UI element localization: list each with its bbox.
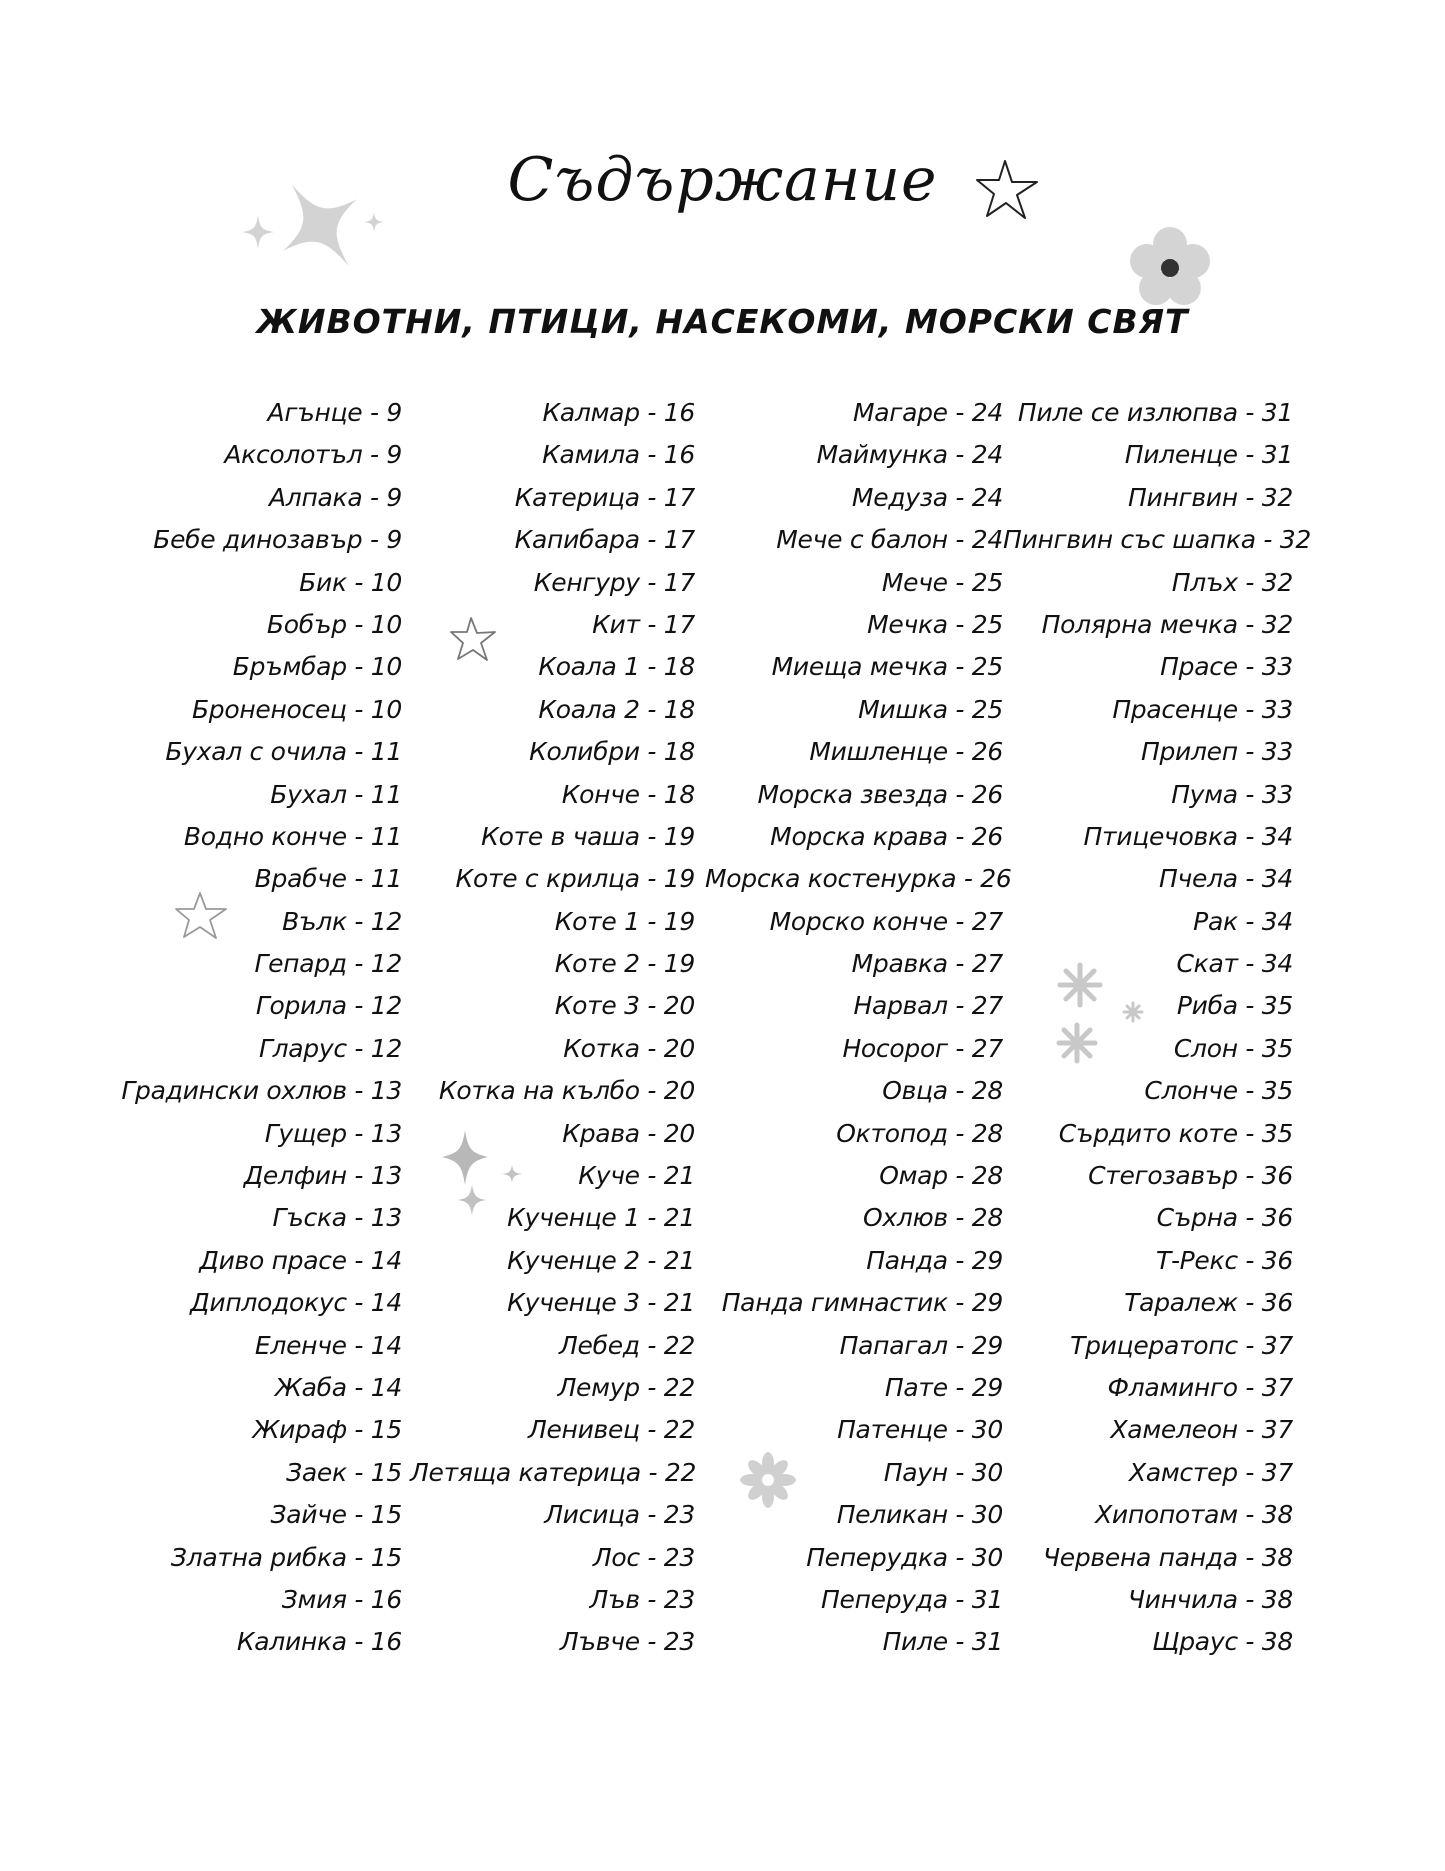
toc-entry: Слон - 35: [1173, 1033, 1293, 1063]
toc-entry: Бобър - 10: [266, 609, 402, 639]
toc-entry: Пиле - 31: [882, 1627, 1003, 1657]
toc-entry: Лисица - 23: [544, 1500, 695, 1530]
toc-entry: Диплодокус - 14: [190, 1288, 402, 1318]
toc-entry: Градински охлюв - 13: [121, 1076, 402, 1106]
toc-entry: Кенгуру - 17: [533, 567, 695, 597]
toc-entry: Паун - 30: [883, 1457, 1003, 1487]
toc-entry: Пеперуда - 31: [820, 1584, 1003, 1614]
toc-entry: Мечка - 25: [867, 609, 1003, 639]
toc-entry: Мече - 25: [881, 567, 1003, 597]
toc-entry: Лебед - 22: [559, 1330, 695, 1360]
toc-entry: Стегозавър - 36: [1088, 1161, 1293, 1191]
toc-entry: Кученце 2 - 21: [507, 1245, 695, 1275]
toc-entry: Червена панда - 38: [1042, 1542, 1293, 1572]
toc-entry: Мишленце - 26: [809, 737, 1003, 767]
toc-entry: Панда гимнастик - 29: [721, 1288, 1003, 1318]
toc-entry: Заек - 15: [286, 1457, 402, 1487]
toc-entry: Гепард - 12: [254, 949, 402, 979]
toc-entry: Лъвче - 23: [559, 1627, 695, 1657]
toc-entry: Прасенце - 33: [1112, 694, 1293, 724]
toc-column-4: [1003, 392, 1311, 1664]
toc-entry: Броненосец - 10: [191, 694, 402, 724]
toc-entry: Капибара - 17: [514, 525, 695, 555]
toc-entry: Магаре - 24: [852, 398, 1003, 427]
toc-entry: Скат - 34: [1176, 949, 1293, 979]
toc-entry: Лемур - 22: [557, 1372, 695, 1402]
toc-entry: Куче - 21: [578, 1161, 695, 1191]
toc-entry: Еленче - 14: [254, 1330, 402, 1360]
toc-entry: Ленивец - 22: [527, 1415, 695, 1445]
toc-entry: Коте с крилца - 19: [455, 864, 695, 894]
toc-entry: Аксолотъл - 9: [224, 440, 402, 470]
toc-entry: Носорог - 27: [842, 1033, 1003, 1063]
page-title: Съдържание: [507, 145, 938, 215]
toc-entry: Пиленце - 31: [1124, 440, 1293, 470]
toc-entry: Овца - 28: [882, 1076, 1003, 1106]
toc-entry: Зайче - 15: [270, 1500, 402, 1530]
toc-entry: Врабче - 11: [254, 864, 402, 894]
toc-entry: Пума - 33: [1171, 779, 1293, 809]
toc-entry: Пеперудка - 30: [806, 1542, 1003, 1572]
toc-entry: Калинка - 16: [236, 1627, 402, 1657]
toc-entry: Патенце - 30: [837, 1415, 1003, 1445]
toc-entry: Бръмбар - 10: [232, 652, 402, 682]
toc-entry: Вълк - 12: [282, 906, 402, 936]
toc-entry: Омар - 28: [879, 1161, 1003, 1191]
toc-entry: Таралеж - 36: [1124, 1288, 1293, 1318]
toc-entry: Мравка - 27: [851, 949, 1003, 979]
toc-entry: Птицечовка - 34: [1083, 821, 1293, 851]
toc-entry: Морска звезда - 26: [757, 779, 1003, 809]
toc-entry: Конче - 18: [561, 779, 695, 809]
toc-entry: Слонче - 35: [1144, 1076, 1293, 1106]
toc-entry: Октопод - 28: [836, 1118, 1003, 1148]
toc-entry: Бебе динозавър - 9: [153, 525, 402, 555]
toc-entry: Водно конче - 11: [183, 821, 402, 851]
toc-entry: Гларус - 12: [258, 1033, 402, 1063]
toc-entry: Пате - 29: [884, 1372, 1003, 1402]
toc-entry: Хамелеон - 37: [1110, 1415, 1293, 1445]
toc-entry: Сърдито коте - 35: [1058, 1118, 1293, 1148]
toc-entry: Бухал - 11: [270, 779, 402, 809]
toc-column-2: [410, 392, 695, 1664]
toc-entry: Алпака - 9: [269, 482, 402, 512]
toc-entry: Фламинго - 37: [1107, 1372, 1293, 1402]
toc-entry: Коте в чаша - 19: [481, 821, 695, 851]
toc-entry: Гъска - 13: [272, 1203, 402, 1233]
toc-entry: Гущер - 13: [264, 1118, 402, 1148]
toc-entry: Прилеп - 33: [1140, 737, 1293, 767]
toc-entry: Диво прасе - 14: [199, 1245, 402, 1275]
toc-entry: Пчела - 34: [1159, 864, 1293, 894]
toc-entry: Кученце 3 - 21: [507, 1288, 695, 1318]
toc-entry: Щраус - 38: [1152, 1627, 1293, 1657]
toc-entry: Делфин - 13: [243, 1161, 402, 1191]
toc-entry: Плъх - 32: [1171, 567, 1293, 597]
toc-entry: Т-Рекс - 36: [1155, 1245, 1293, 1275]
toc-entry: Лъв - 23: [589, 1584, 695, 1614]
toc-entry: Пеликан - 30: [836, 1500, 1003, 1530]
toc-entry: Пингвин със шапка - 32: [1003, 525, 1311, 555]
toc-entry: Агънце - 9: [267, 398, 402, 427]
toc-entry: Морска крава - 26: [770, 821, 1003, 851]
toc-entry: Миеща мечка - 25: [771, 652, 1003, 682]
toc-entry: Бухал с очила - 11: [165, 737, 402, 767]
toc-entry: Риба - 35: [1176, 991, 1293, 1021]
toc-entry: Мече с балон - 24: [776, 525, 1003, 555]
toc-entry: Морско конче - 27: [769, 906, 1003, 936]
toc-entry: Хипопотам - 38: [1095, 1500, 1293, 1530]
toc-entry: Коте 2 - 19: [554, 949, 695, 979]
toc-entry: Мишка - 25: [858, 694, 1003, 724]
toc-entry: Пингвин - 32: [1128, 482, 1293, 512]
toc-entry: Жаба - 14: [274, 1372, 402, 1402]
toc-entry: Кит - 17: [592, 609, 695, 639]
toc-entry: Маймунка - 24: [816, 440, 1003, 470]
toc-entry: Катерица - 17: [514, 482, 695, 512]
toc-entry: Жираф - 15: [252, 1415, 402, 1445]
toc-entry: Папагал - 29: [839, 1330, 1003, 1360]
toc-entry: Кученце 1 - 21: [507, 1203, 695, 1233]
toc-entry: Медуза - 24: [851, 482, 1003, 512]
toc-entry: Морска костенурка - 26: [705, 864, 1012, 894]
toc-entry: Рак - 34: [1193, 906, 1293, 936]
toc-entry: Крава - 20: [562, 1118, 695, 1148]
toc-entry: Прасе - 33: [1160, 652, 1293, 682]
toc-entry: Коте 1 - 19: [554, 906, 695, 936]
toc-entry: Змия - 16: [281, 1584, 402, 1614]
toc-entry: Котка на кълбо - 20: [438, 1076, 695, 1106]
toc-column-3: [705, 392, 1012, 1664]
toc-entry: Полярна мечка - 32: [1041, 609, 1293, 639]
toc-entry: Панда - 29: [866, 1245, 1003, 1275]
section-heading: ЖИВОТНИ, ПТИЦИ, НАСЕКОМИ, МОРСКИ СВЯТ: [256, 302, 1189, 341]
toc-entry: Коте 3 - 20: [554, 991, 695, 1021]
toc-entry: Камила - 16: [542, 440, 695, 470]
toc-entry: Охлюв - 28: [863, 1203, 1003, 1233]
flower-icon: [1128, 226, 1212, 310]
toc-entry: Котка - 20: [563, 1033, 695, 1063]
toc-entry: Летяща катерица - 22: [410, 1457, 697, 1487]
toc-entry: Златна рибка - 15: [170, 1542, 402, 1572]
toc-entry: Калмар - 16: [542, 398, 695, 427]
toc-entry: Горила - 12: [255, 991, 402, 1021]
toc-entry: Пиле се излюпва - 31: [1017, 398, 1293, 427]
toc-entry: Чинчила - 38: [1127, 1584, 1293, 1614]
toc-entry: Сърна - 36: [1156, 1203, 1293, 1233]
toc-entry: Коала 1 - 18: [538, 652, 695, 682]
toc-entry: Хамстер - 37: [1129, 1457, 1293, 1487]
toc-entry: Лос - 23: [592, 1542, 695, 1572]
toc-column-1: [120, 392, 402, 1664]
toc-entry: Нарвал - 27: [853, 991, 1003, 1021]
toc-entry: Трицератопс - 37: [1070, 1330, 1293, 1360]
toc-entry: Бик - 10: [299, 567, 402, 597]
toc-entry: Коала 2 - 18: [538, 694, 695, 724]
toc-entry: Колибри - 18: [529, 737, 695, 767]
